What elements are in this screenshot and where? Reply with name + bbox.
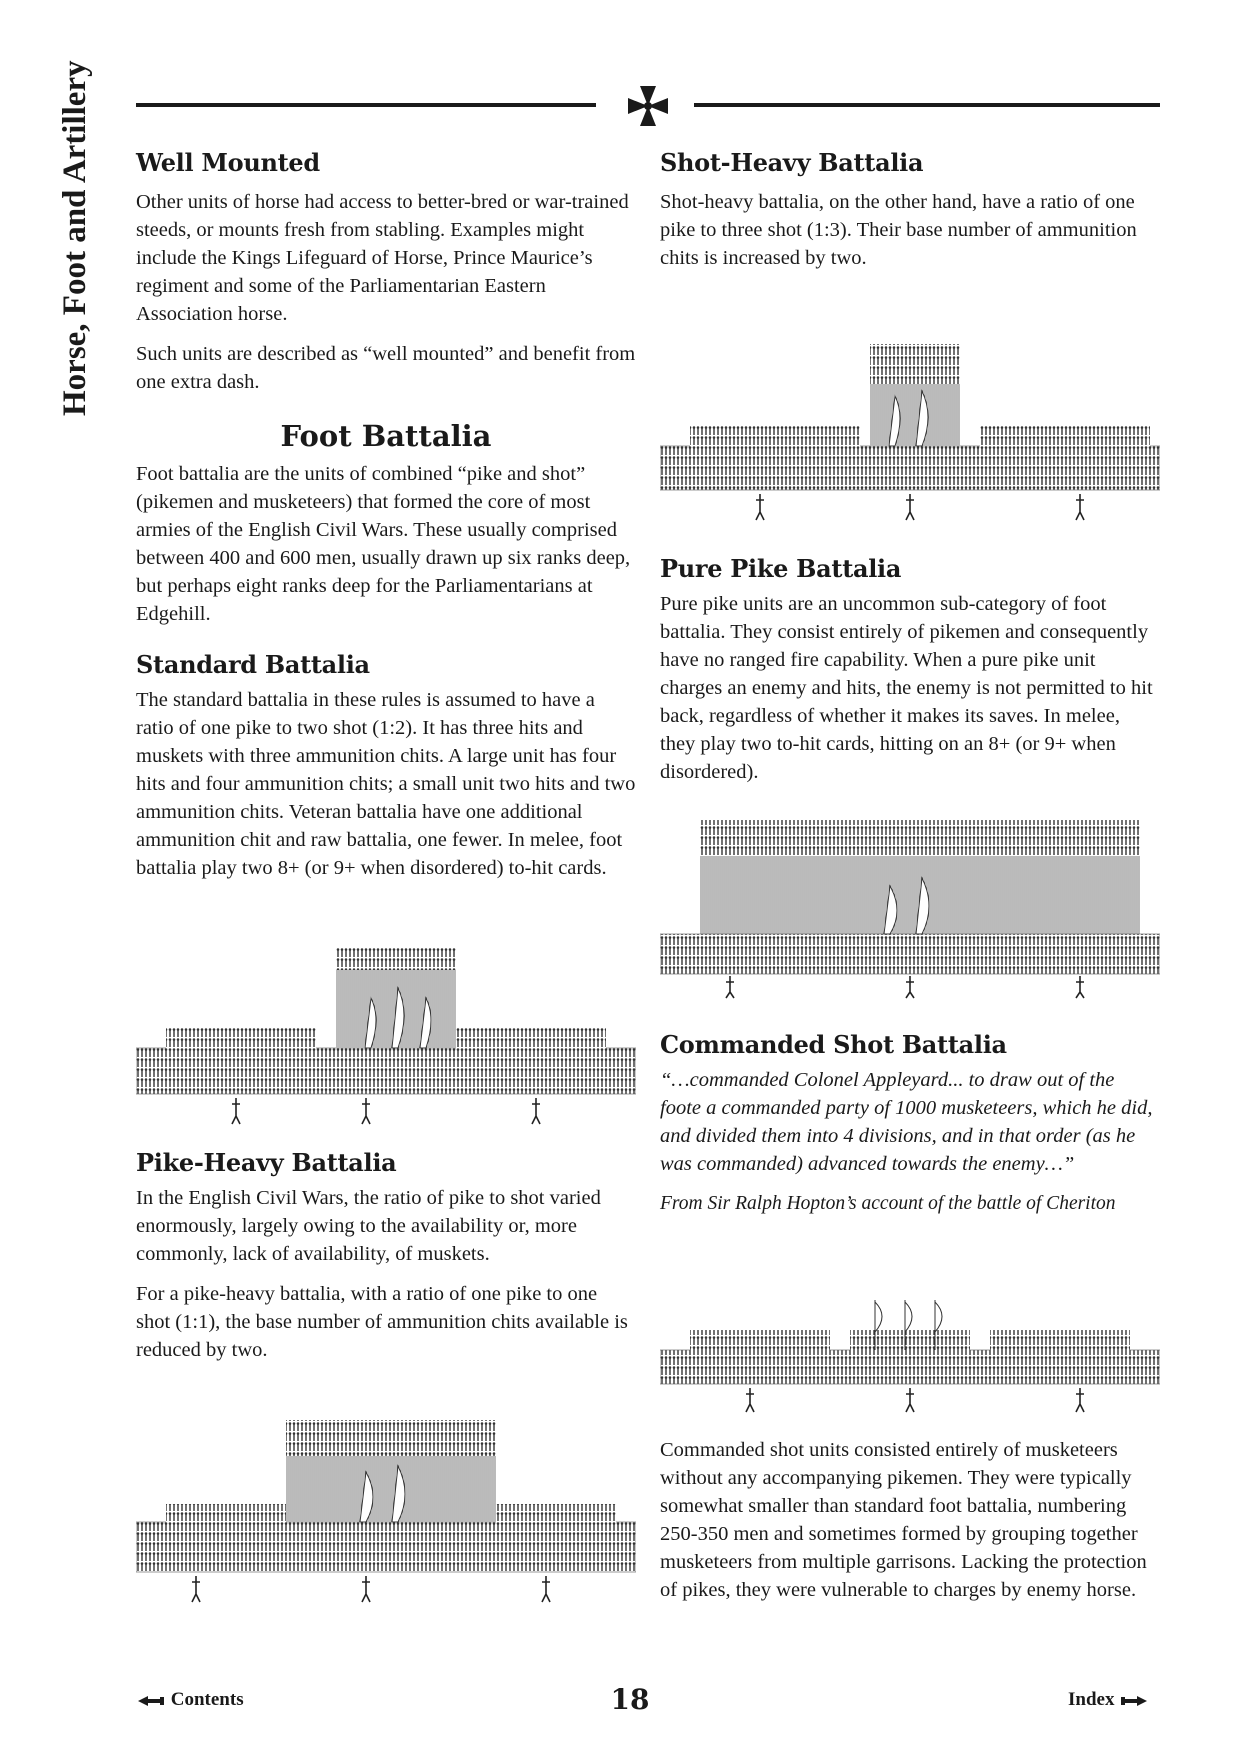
commanded-shot-illustration xyxy=(660,1296,1160,1426)
shot-heavy-figure xyxy=(660,336,1160,526)
pointing-hand-right-icon xyxy=(1119,1694,1149,1708)
index-link[interactable] xyxy=(1068,1684,1149,1716)
pure-pike-text: Pure pike units are an uncommon sub-category of foot battalia. They consist entirely of pikemen and consequently have no ranged fire capability. When a pure pike unit charges an enemy and hits, the enemy is not permitted to hit back, regardless of whether it makes its saves. In melee, they play two to-hit cards, hitting on an 8+ (or 9+ when disordered). xyxy=(660,593,1153,783)
pure-pike-heading: Pure Pike Battalia xyxy=(660,554,902,583)
pike-heavy-text-2: For a pike-heavy battalia, with a ratio of one pike to one shot (1:1), the base number of ammunition chits available is reduced by two. xyxy=(136,1283,628,1361)
well-mounted-text-1: Other units of horse had access to better-bred or war-trained steeds, or mounts fresh from stabling. Examples might include the Kings Lifeguard of Horse, Prince Maurice’s regiment and some of the Parliamentarian Eastern Association horse. xyxy=(136,191,629,325)
pure-pike-section xyxy=(660,554,1160,786)
shot-heavy-section xyxy=(660,148,1160,272)
well-mounted-heading: Well Mounted xyxy=(136,148,320,177)
standard-battalia-figure xyxy=(136,938,636,1128)
cross-pattee-icon xyxy=(626,84,670,128)
pure-pike-figure xyxy=(660,816,1160,1000)
commanded-shot-figure xyxy=(660,1296,1160,1426)
shot-heavy-text: Shot-heavy battalia, on the other hand, have a ratio of one pike to three shot (1:3). Their base number of ammunition chits is increased by two. xyxy=(660,191,1137,269)
page-number: 18 xyxy=(610,1683,650,1716)
pike-heavy-heading: Pike-Heavy Battalia xyxy=(136,1148,397,1177)
shot-heavy-illustration xyxy=(660,336,1160,526)
foot-battalia-text: Foot battalia are the units of combined “pike and shot” (pikemen and musketeers) that formed the core of most armies of the English Civil Wars. These usually comprised between 400 and 600 men, usually drawn up six ranks deep, but perhaps eight ranks deep for the Parliamentarians at Edgehill. xyxy=(136,463,631,625)
commanded-shot-section xyxy=(660,1030,1160,1218)
contents-label: Contents xyxy=(170,1689,244,1710)
index-label: Index xyxy=(1068,1689,1115,1710)
contents-link[interactable] xyxy=(136,1684,244,1716)
standard-battalia-section xyxy=(136,650,636,882)
commanded-shot-body xyxy=(660,1436,1160,1604)
pure-pike-illustration xyxy=(660,816,1160,1000)
pike-heavy-figure xyxy=(136,1412,636,1612)
well-mounted-section xyxy=(136,148,636,396)
pointing-hand-left-icon xyxy=(136,1694,166,1708)
pike-heavy-section xyxy=(136,1148,636,1364)
standard-battalia-text: The standard battalia in these rules is assumed to have a ratio of one pike to two shot (1:2). It has three hits and muskets with three ammunition chits. A large unit has four hits and four ammunition chits; a small unit two hits and two ammunition chits. Veteran battalia have one additional ammunition chit and raw battalia, one fewer. In melee, foot battalia play two 8+ (or 9+ when disordered) to-hit cards. xyxy=(136,689,636,879)
header-rule-right xyxy=(694,103,1160,107)
pike-heavy-text-1: In the English Civil Wars, the ratio of pike to shot varied enormously, largely owing to the availability or, more commonly, lack of availability, of muskets. xyxy=(136,1187,601,1265)
well-mounted-text-2: Such units are described as “well mounted” and benefit from one extra dash. xyxy=(136,343,636,393)
header-rule-left xyxy=(136,103,596,107)
foot-battalia-heading: Foot Battalia xyxy=(280,419,492,453)
shot-heavy-heading: Shot-Heavy Battalia xyxy=(660,148,924,177)
commanded-shot-heading: Commanded Shot Battalia xyxy=(660,1030,1007,1059)
section-side-title: Horse, Foot and Artillery xyxy=(57,60,93,416)
commanded-shot-text: Commanded shot units consisted entirely of musketeers without any accompanying pikemen. They were typically somewhat smaller than standard foot battalia, numbering 250-350 men and sometimes formed by grouping together musketeers from multiple garrisons. Lacking the protection of pikes, they were vulnerable to charges by enemy horse. xyxy=(660,1439,1147,1601)
standard-battalia-illustration xyxy=(136,938,636,1128)
commanded-shot-source: From Sir Ralph Hopton’s account of the battle of Cheriton xyxy=(660,1193,1116,1214)
pike-heavy-illustration xyxy=(136,1412,636,1612)
commanded-shot-quote: “…commanded Colonel Appleyard... to draw out of the foote a commanded party of 1000 musketeers, which he did, and divided them into 4 divisions, and in that order (as he was commanded) advanced towards the enemy…” xyxy=(660,1069,1153,1175)
standard-battalia-heading: Standard Battalia xyxy=(136,650,370,679)
foot-battalia-section xyxy=(136,418,636,628)
